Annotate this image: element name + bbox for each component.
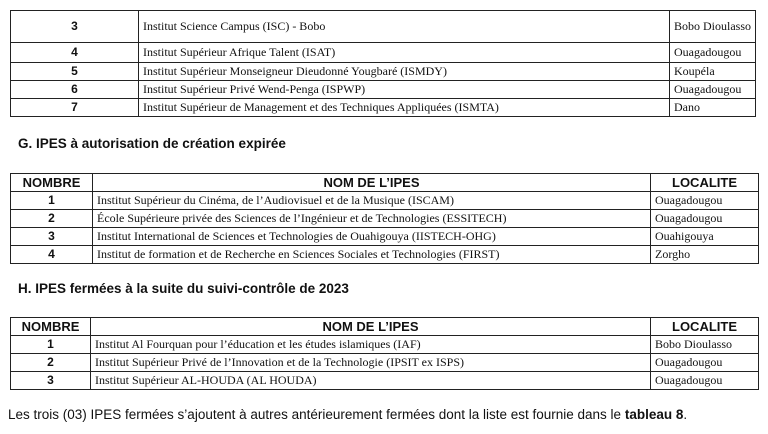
ipes-name: Institut Supérieur Afrique Talent (ISAT) <box>139 43 670 63</box>
table-f-continuation <box>10 10 756 117</box>
ipes-name: Institut de formation et de Recherche en Sciences Sociales et Technologies (FIRST) <box>93 246 651 264</box>
row-number: 3 <box>11 372 91 390</box>
locality: Ouagadougou <box>651 372 759 390</box>
table-row <box>11 81 756 99</box>
locality: Koupéla <box>670 63 756 81</box>
ipes-name: Institut International de Sciences et Technologies de Ouahigouya (IISTECH-OHG) <box>93 228 651 246</box>
locality: Ouahigouya <box>651 228 759 246</box>
table-h <box>10 317 759 390</box>
ipes-name: Institut Supérieur Monseigneur Dieudonné Yougbaré (ISMDY) <box>139 63 670 81</box>
ipes-name: Institut Science Campus (ISC) - Bobo <box>139 11 670 43</box>
header-nombre: NOMBRE <box>11 174 93 192</box>
locality: Ouagadougou <box>670 43 756 63</box>
locality: Bobo Dioulasso <box>651 336 759 354</box>
locality: Dano <box>670 99 756 117</box>
ipes-name: Institut Al Fourquan pour l’éducation et les études islamiques (IAF) <box>91 336 651 354</box>
ipes-name: École Supérieure privée des Sciences de l’Ingénieur et de Technologies (ESSITECH) <box>93 210 651 228</box>
footnote-table-reference: tableau 8 <box>624 407 684 422</box>
locality: Bobo Dioulasso <box>670 11 756 43</box>
header-nom-ipes: NOM DE L’IPES <box>93 174 651 192</box>
row-number: 1 <box>11 192 93 210</box>
footnote-paragraph <box>8 407 687 422</box>
header-localite: LOCALITE <box>651 318 759 336</box>
table-row <box>11 336 759 354</box>
ipes-name: Institut Supérieur Privé Wend-Penga (ISPWP) <box>139 81 670 99</box>
section-h-heading: H. IPES fermées à la suite du suivi-contrôle de 2023 <box>18 281 349 296</box>
table-row <box>11 354 759 372</box>
locality: Ouagadougou <box>651 354 759 372</box>
row-number: 1 <box>11 336 91 354</box>
ipes-name: Institut Supérieur Privé de l’Innovation et de la Technologie (IPSIT ex ISPS) <box>91 354 651 372</box>
header-nombre: NOMBRE <box>11 318 91 336</box>
ipes-name: Institut Supérieur du Cinéma, de l’Audiovisuel et de la Musique (ISCAM) <box>93 192 651 210</box>
table-row <box>11 246 759 264</box>
locality: Zorgho <box>651 246 759 264</box>
ipes-name: Institut Supérieur AL-HOUDA (AL HOUDA) <box>91 372 651 390</box>
header-localite: LOCALITE <box>651 174 759 192</box>
locality: Ouagadougou <box>651 210 759 228</box>
section-g-heading: G. IPES à autorisation de création expirée <box>18 136 286 151</box>
table-row <box>11 228 759 246</box>
table-row <box>11 210 759 228</box>
locality: Ouagadougou <box>670 81 756 99</box>
locality: Ouagadougou <box>651 192 759 210</box>
footnote-text: Les trois (03) IPES fermées s’ajoutent à autres antérieurement fermées dont la liste est fournie dans le <box>8 407 625 422</box>
row-number: 3 <box>11 228 93 246</box>
row-number: 7 <box>11 99 139 117</box>
row-number: 4 <box>11 43 139 63</box>
row-number: 6 <box>11 81 139 99</box>
row-number: 3 <box>11 11 139 43</box>
header-nom-ipes: NOM DE L’IPES <box>91 318 651 336</box>
ipes-name: Institut Supérieur de Management et des Techniques Appliquées (ISMTA) <box>139 99 670 117</box>
table-header-row <box>11 174 759 192</box>
table-g <box>10 173 759 264</box>
row-number: 2 <box>11 210 93 228</box>
table-row <box>11 63 756 81</box>
footnote-period: . <box>683 407 688 422</box>
row-number: 4 <box>11 246 93 264</box>
table-row <box>11 192 759 210</box>
table-row <box>11 99 756 117</box>
table-row <box>11 43 756 63</box>
row-number: 5 <box>11 63 139 81</box>
row-number: 2 <box>11 354 91 372</box>
table-row <box>11 372 759 390</box>
table-header-row <box>11 318 759 336</box>
table-row <box>11 11 756 43</box>
